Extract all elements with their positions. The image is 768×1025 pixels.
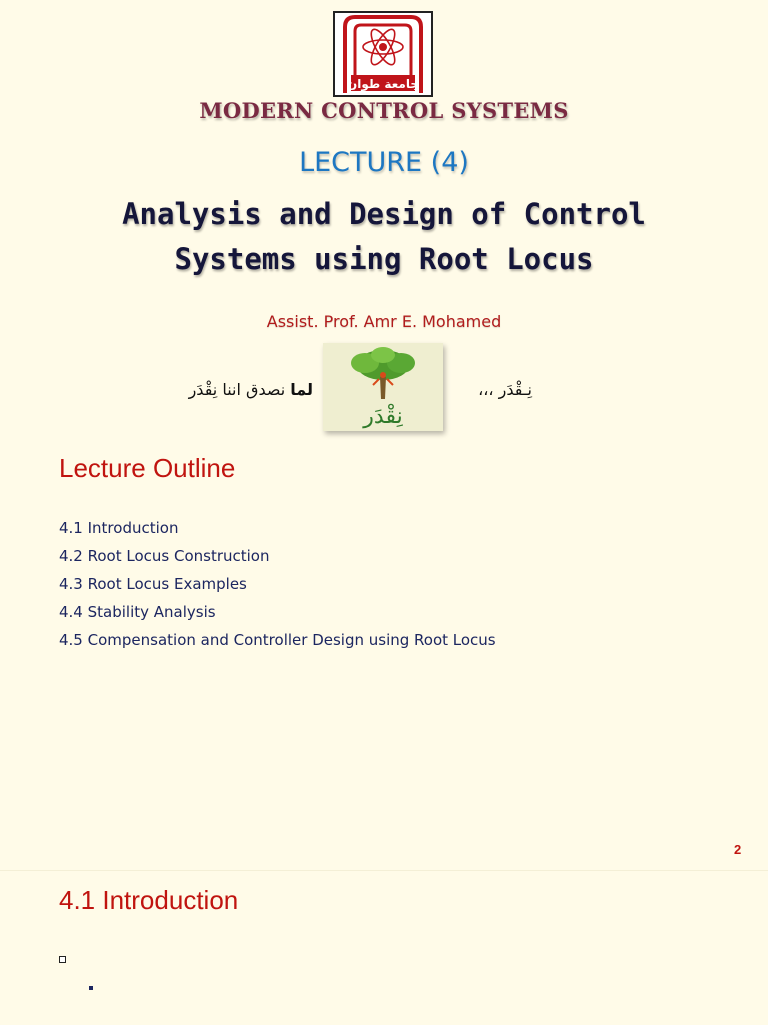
university-logo-graphic: [335, 13, 431, 95]
outline-item: 4.5 Compensation and Controller Design using Root Locus: [59, 631, 496, 649]
outline-item: 4.1 Introduction: [59, 519, 179, 537]
tree-icon: [323, 343, 443, 431]
outline-heading: Lecture Outline: [59, 453, 236, 483]
motto-bold-word: لما: [290, 380, 313, 399]
outline-item: 4.3 Root Locus Examples: [59, 575, 247, 593]
tree-logo: [323, 343, 443, 431]
author-name: Assist. Prof. Amr E. Mohamed: [266, 312, 502, 331]
tree-logo-text: نِقْدَر: [363, 404, 403, 429]
outline-item: 4.2 Root Locus Construction: [59, 547, 270, 565]
motto-rest: نصدق اننا نِقْدَر: [188, 380, 291, 399]
square-bullet-icon: [89, 986, 93, 990]
motto-right-text: نِـقْدَر ،،،: [478, 380, 532, 399]
course-title: MODERN CONTROL SYSTEMS: [199, 98, 569, 123]
page-number: 2: [734, 842, 742, 857]
motto-left-text: [150, 380, 313, 399]
university-logo: [333, 11, 433, 97]
outline-item: 4.4 Stability Analysis: [59, 603, 216, 621]
lecture-title: [0, 192, 768, 282]
outline-list: [59, 517, 496, 657]
lecture-title-line-2: Systems using Root Locus: [174, 242, 594, 276]
lecture-number: LECTURE (4): [299, 147, 469, 178]
logo-text: جامعة طوان: [347, 77, 419, 91]
lecture-title-line-1: Analysis and Design of Control: [122, 197, 646, 231]
intro-heading: 4.1 Introduction: [59, 885, 239, 915]
checkbox-bullet-icon: [59, 956, 66, 963]
